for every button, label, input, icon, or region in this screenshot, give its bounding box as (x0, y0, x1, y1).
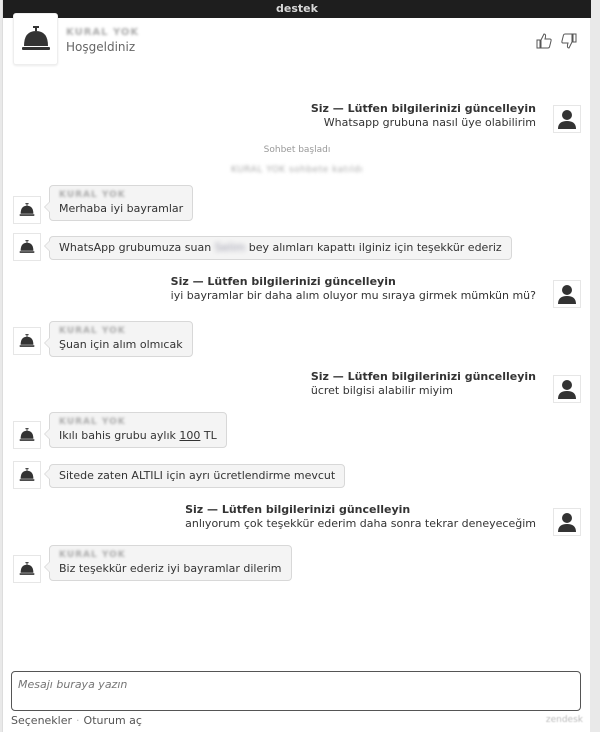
visitor-name: Siz — Lütfen bilgilerinizi güncelleyin (310, 102, 536, 115)
message-text: TL (200, 429, 217, 442)
agent-name: KURAL YOK (59, 417, 126, 427)
options-link[interactable]: Seçenekler (11, 714, 73, 727)
visitor-message (3, 275, 591, 311)
thumbs-down-icon (561, 33, 577, 49)
service-bell-icon (18, 201, 36, 219)
message-text: bey alımları kapattı ilginiz için teşekkür ederiz (245, 241, 502, 254)
message-text: WhatsApp grubumuza suan (59, 241, 215, 254)
visitor-name: Siz — Lütfen bilgilerinizi güncelleyin (170, 275, 396, 288)
rate-up-button[interactable] (535, 32, 553, 50)
user-silhouette-icon (556, 108, 578, 130)
message-text: Biz teşekkür ederiz iyi bayramlar dilerim (59, 562, 282, 575)
message-text: Merhaba iyi bayramlar (59, 202, 184, 215)
price-amount: 100 (179, 429, 201, 442)
login-link[interactable]: Oturum aç (83, 714, 142, 727)
visitor-avatar (553, 280, 581, 308)
agent-message (3, 411, 591, 451)
agent-message (3, 184, 591, 224)
chat-footer (11, 714, 583, 730)
agent-avatar-small (13, 421, 41, 449)
visitor-message (3, 102, 591, 136)
rate-down-button[interactable] (560, 32, 578, 50)
service-bell-icon (18, 238, 36, 256)
welcome-text: Hoşgeldiniz (66, 40, 136, 54)
redacted-name: Selim (214, 241, 246, 254)
user-silhouette-icon (556, 378, 578, 400)
message-text: Sitede zaten ALTILI için ayrı ücretlendirme mevcut (59, 469, 336, 482)
message-input[interactable] (11, 671, 581, 711)
message-text: Şuan için alım olmıcak (59, 338, 183, 351)
message-text: iyi bayramlar bir daha alım oluyor mu sıraya girmek mümkün mü? (170, 289, 536, 302)
agent-avatar-small (13, 555, 41, 583)
visitor-message (3, 503, 591, 539)
visitor-avatar (553, 508, 581, 536)
agent-avatar-small (13, 461, 41, 489)
agent-name: KURAL YOK (59, 190, 126, 200)
separator-dot: · (76, 714, 80, 727)
agent-message (3, 233, 591, 263)
agent-message (3, 545, 591, 585)
user-silhouette-icon (556, 283, 578, 305)
service-bell-icon (19, 22, 53, 56)
agent-message (3, 321, 591, 361)
message-text: anlıyorum çok teşekkür ederim daha sonra tekrar deneyeceğim (185, 517, 536, 530)
agent-name: KURAL YOK (66, 27, 140, 38)
visitor-avatar (553, 105, 581, 133)
chat-header (3, 18, 591, 68)
agent-avatar-small (13, 327, 41, 355)
service-bell-icon (18, 332, 36, 350)
service-bell-icon (18, 426, 36, 444)
user-silhouette-icon (556, 511, 578, 533)
zendesk-brand-link[interactable]: zendesk (545, 715, 583, 725)
agent-joined-notice: KURAL YOK sohbete katıldı (231, 165, 363, 175)
message-text: Whatsapp grubuna nasıl üye olabilirim (323, 116, 536, 129)
visitor-avatar (553, 375, 581, 403)
visitor-name: Siz — Lütfen bilgilerinizi güncelleyin (185, 503, 411, 516)
thumbs-up-icon (536, 33, 552, 49)
agent-avatar-small (13, 233, 41, 261)
chat-log[interactable] (3, 70, 591, 660)
chat-widget (2, 0, 590, 732)
agent-name: KURAL YOK (59, 550, 126, 560)
agent-avatar-small (13, 196, 41, 224)
visitor-name: Siz — Lütfen bilgilerinizi güncelleyin (310, 370, 536, 383)
service-bell-icon (18, 560, 36, 578)
agent-avatar (13, 13, 58, 65)
chat-started-notice: Sohbet başladı (263, 145, 331, 155)
window-title: destek (3, 0, 591, 18)
message-text: Ikılı bahis grubu aylık (59, 429, 180, 442)
service-bell-icon (18, 466, 36, 484)
agent-name: KURAL YOK (59, 326, 126, 336)
message-text: ücret bilgisi alabilir miyim (310, 384, 453, 397)
visitor-message (3, 370, 591, 406)
agent-message (3, 461, 591, 491)
